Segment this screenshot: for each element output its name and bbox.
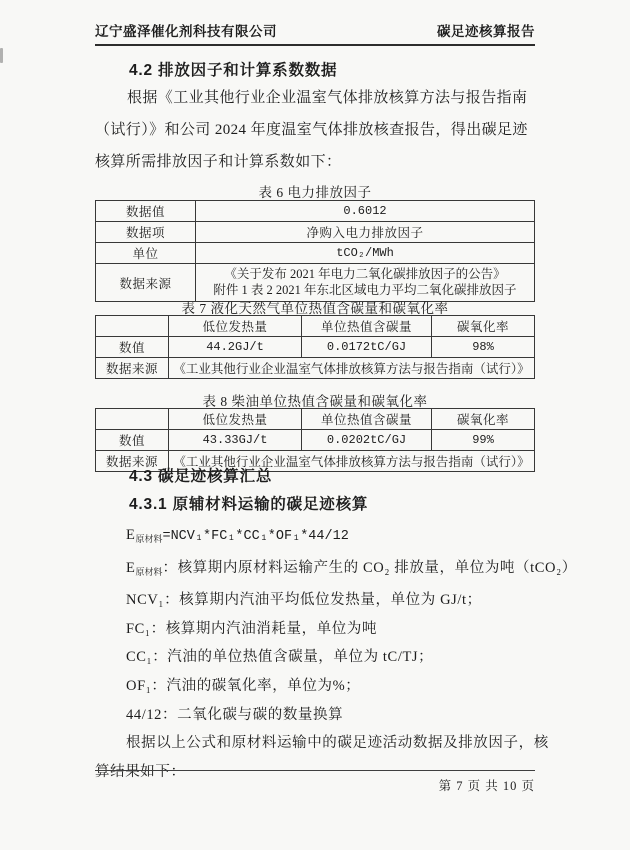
table-row [96, 243, 535, 264]
formula-term-subscript: 原材料 [135, 534, 163, 544]
definition-line: NCV₁：核算期内汽油平均低位发热量，单位为 GJ/t； [126, 592, 482, 609]
paragraph-line: 根据《工业其他行业企业温室气体排放核算方法与报告指南 [127, 90, 528, 106]
column-header-cell: 碳氧化率 [432, 316, 535, 337]
row-label-cell: 数值 [96, 337, 169, 358]
column-header-cell: 低位发热量 [169, 409, 302, 430]
column-header-cell: 低位发热量 [169, 316, 302, 337]
row-value-cell: 0.6012 [196, 201, 535, 222]
table-row [96, 201, 535, 222]
data-source-cell: 《工业其他行业企业温室气体排放核算方法与报告指南（试行）》 [169, 358, 535, 379]
header-report-title: 碳足迹核算报告 [437, 24, 535, 39]
definition-term-subscript: 原材料 [135, 566, 163, 577]
closing-paragraph-line: 根据以上公式和原材料运输中的碳足迹活动数据及排放因子，核 [126, 735, 549, 752]
table6-electricity-emission-factor [95, 200, 535, 302]
row-label-cell: 数据来源 [96, 451, 169, 472]
section-4-3-1-heading: 4.3.1 原辅材料运输的碳足迹核算 [129, 496, 369, 513]
table8-diesel-carbon-content [95, 408, 535, 472]
table-row [96, 430, 535, 451]
value-cell: 43.33GJ/t [169, 430, 302, 451]
table-row [96, 337, 535, 358]
intro-paragraph [95, 82, 535, 178]
data-source-cell [196, 264, 535, 302]
table-header-row [96, 409, 535, 430]
formula-expression: =NCV₁*FC₁*CC₁*OF₁*44/12 [162, 529, 349, 544]
row-value-cell: tCO₂/MWh [196, 243, 535, 264]
value-cell: 0.0172tC/GJ [302, 337, 432, 358]
row-label-cell: 数据来源 [96, 264, 196, 302]
section-4-3-heading: 4.3 碳足迹核算汇总 [129, 468, 273, 485]
data-source-line: 《关于发布 2021 年电力二氧化碳排放因子的公告》 [224, 267, 506, 281]
formula-section [95, 521, 577, 786]
row-label-cell: 数据值 [96, 201, 196, 222]
table6-title: 表 6 电力排放因子 [258, 185, 372, 200]
empty-corner-cell [96, 316, 169, 337]
row-label-cell: 数据来源 [96, 358, 169, 379]
value-cell: 99% [432, 430, 535, 451]
table-row [96, 264, 535, 302]
value-cell: 98% [432, 337, 535, 358]
page-number: 第 7 页 共 10 页 [438, 779, 535, 793]
definition-term: E [126, 559, 136, 576]
page-content [95, 0, 577, 850]
table-row [96, 222, 535, 243]
table8-title: 表 8 柴油单位热值含碳量和碳氧化率 [202, 394, 428, 409]
row-value-cell: 净购入电力排放因子 [196, 222, 535, 243]
definition-line: FC₁：核算期内汽油消耗量，单位为吨 [126, 620, 378, 637]
data-source-cell: 《工业其他行业企业温室气体排放核算方法与报告指南（试行）》 [169, 451, 535, 472]
row-label-cell: 单位 [96, 243, 196, 264]
header-company-name: 辽宁盛泽催化剂科技有限公司 [95, 24, 277, 39]
empty-corner-cell [96, 409, 169, 430]
emission-formula [95, 521, 535, 554]
definition-line: 44/12：二氧化碳与碳的数量换算 [126, 706, 344, 723]
table-header-row [96, 316, 535, 337]
data-source-line: 附件 1 表 2 2021 年东北区域电力平均二氧化碳排放因子 [213, 282, 517, 297]
definition-text: ：核算期内原材料运输产生的 CO₂ 排放量，单位为吨（tCO₂） [162, 559, 577, 576]
closing-paragraph-line: 算结果如下： [95, 763, 186, 780]
definition-line: OF₁：汽油的碳氧化率，单位为%； [126, 677, 361, 694]
row-label-cell: 数据项 [96, 222, 196, 243]
row-label-cell: 数值 [96, 430, 169, 451]
page-footer [95, 770, 535, 794]
formula-term: E [126, 527, 136, 543]
value-cell: 44.2GJ/t [169, 337, 302, 358]
paragraph-line: 核算所需排放因子和计算系数如下： [95, 154, 342, 170]
table-row [96, 358, 535, 379]
section-4-2-heading: 4.2 排放因子和计算系数数据 [129, 62, 338, 79]
table7-title: 表 7 液化天然气单位热值含碳量和碳氧化率 [181, 301, 449, 316]
value-cell: 0.0202tC/GJ [302, 430, 432, 451]
page-header [95, 20, 535, 46]
table7-lng-carbon-content [95, 315, 535, 379]
scan-edge-artifact [0, 48, 3, 63]
paragraph-line: （试行）》和公司 2024 年度温室气体排放核查报告，得出碳足迹 [95, 122, 528, 138]
definition-line [95, 554, 577, 587]
column-header-cell: 单位热值含碳量 [302, 409, 432, 430]
definition-line: CC₁：汽油的单位热值含碳量，单位为 tC/TJ； [126, 649, 434, 666]
column-header-cell: 碳氧化率 [432, 409, 535, 430]
column-header-cell: 单位热值含碳量 [302, 316, 432, 337]
